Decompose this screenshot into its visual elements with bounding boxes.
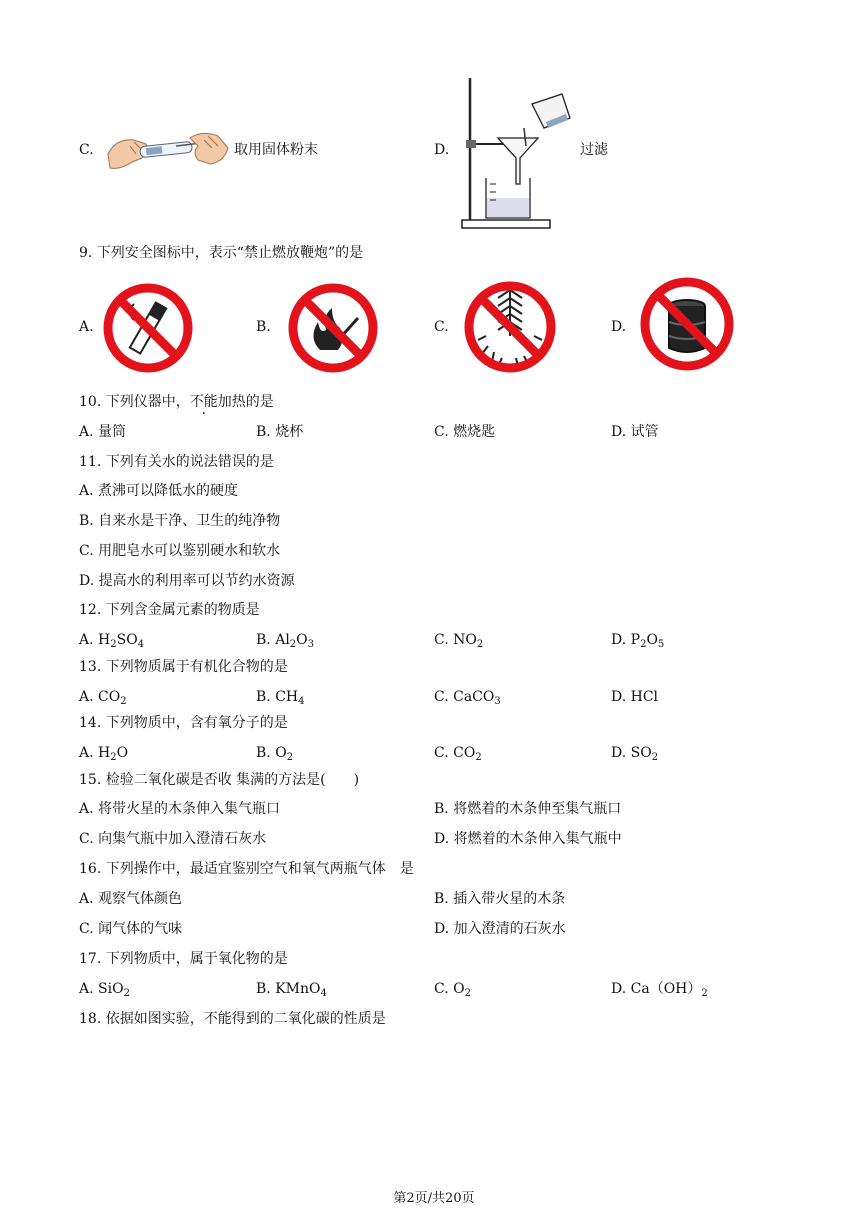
q17-option-a: A. SiO$_2$ — [79, 981, 130, 999]
q11-option-d: D. 提高水的利用率可以节约水资源 — [79, 573, 295, 589]
q15-option-d: D. 将燃着的木条伸入集气瓶中 — [434, 831, 622, 847]
q9-stem: 9. 下列安全图标中，表示“禁止燃放鞭炮”的是 — [79, 245, 364, 261]
q13-option-b: B. $CH_4$ — [256, 689, 305, 707]
q16-option-a: A. 观察气体颜色 — [79, 891, 183, 907]
q11-option-a: A. 煮沸可以降低水的硬度 — [79, 483, 239, 499]
q10-option-a: A. 量筒 — [79, 424, 127, 440]
q15-stem: 15. 检验二氧化碳是否收 集满的方法是( ) — [79, 772, 360, 788]
q10-option-d: D. 试管 — [611, 424, 659, 440]
q14-option-d: D. $SO_2$ — [611, 745, 659, 763]
q16-option-c: C. 闻气体的气味 — [79, 921, 183, 937]
q13-option-a: A. $CO_2$ — [79, 689, 127, 707]
q17-option-d: D. $Ca(OH)_2$ — [611, 981, 708, 999]
q11-stem: 11. 下列有关水的说法错误的是 — [79, 454, 274, 470]
q16-stem: 16. 下列操作中，最适宜鉴别空气和氧气两瓶气体 是 — [79, 861, 414, 877]
q10-stem-emphasis: 不能 — [189, 394, 218, 410]
q15-option-a: A. 将带火星的木条伸入集气瓶口 — [79, 801, 281, 817]
q13-stem: 13. 下列物质属于有机化合物的是 — [79, 659, 288, 675]
q9-option-a-label: A. — [79, 319, 94, 335]
q12-option-d: D. $P_2O_5$ — [611, 632, 665, 650]
q12-option-a: A. $H_2SO_4$ — [79, 632, 145, 650]
q9-option-c-label: C. — [434, 319, 449, 335]
q10-option-c: C. 燃烧匙 — [434, 424, 496, 440]
q10-option-b: B. 烧杯 — [256, 424, 304, 440]
q17-stem: 17. 下列物质中，属于氧化物的是 — [79, 951, 288, 967]
page-number: 第2页/共20页 — [393, 1191, 475, 1206]
q11-option-b: B. 自来水是干净、卫生的纯净物 — [79, 513, 281, 529]
q8-option-c-text: 取用固体粉末 — [234, 142, 318, 158]
q14-option-c: C. $CO_2$ — [434, 745, 482, 763]
q16-option-b: B. 插入带火星的木条 — [434, 891, 566, 907]
q17-option-b: B. KMnO$_4$ — [256, 981, 327, 999]
q14-option-b: B. $O_2$ — [256, 745, 294, 763]
q15-option-b: B. 将燃着的木条伸至集气瓶口 — [434, 801, 622, 817]
filtration-apparatus-icon — [460, 74, 576, 230]
q13-option-d: D. HCl — [611, 689, 659, 705]
q8-option-c-label: C. — [79, 142, 94, 158]
no-smoking-icon — [98, 278, 198, 378]
q14-option-a: A. $H_2O$ — [79, 745, 129, 763]
q18-stem: 18. 依据如图实验，不能得到的二氧化碳的性质是 — [79, 1011, 386, 1027]
q15-option-c: C. 向集气瓶中加入澄清石灰水 — [79, 831, 267, 847]
q8-option-d-text: 过滤 — [580, 142, 608, 158]
q14-stem: 14. 下列物质中，含有氧分子的是 — [79, 715, 288, 731]
q13-option-c: C. CaCO$_3$ — [434, 689, 501, 707]
q11-option-c: C. 用肥皂水可以鉴别硬水和软水 — [79, 543, 281, 559]
no-fireworks-icon — [458, 276, 562, 378]
hands-test-tube-icon — [106, 124, 230, 178]
q12-option-b: B. $Al_2O_3$ — [256, 632, 315, 650]
q12-option-c: C. $NO_2$ — [434, 632, 484, 650]
no-open-flame-icon — [282, 278, 384, 378]
q10-stem: 10. 下列仪器中，不能加热的是 — [79, 394, 274, 410]
q17-option-c: C. $O_2$ — [434, 981, 471, 999]
q9-option-b-label: B. — [256, 319, 271, 335]
q8-option-d-label: D. — [434, 142, 450, 158]
no-barrel-icon — [634, 272, 740, 376]
q16-option-d: D. 加入澄清的石灰水 — [434, 921, 566, 937]
q9-option-d-label: D. — [611, 319, 627, 335]
q12-stem: 12. 下列含金属元素的物质是 — [79, 602, 260, 618]
